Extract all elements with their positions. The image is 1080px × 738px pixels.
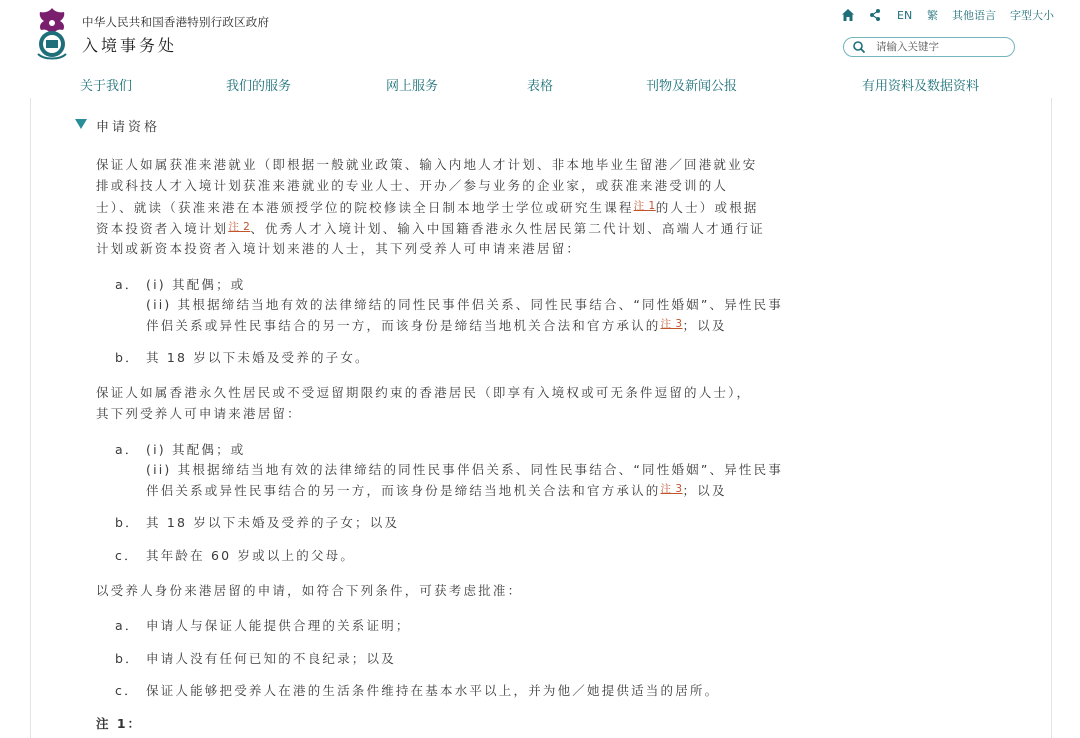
search-box[interactable] [843,37,1015,57]
department-name[interactable]: 入境事务处 [82,36,178,55]
english-link[interactable]: EN [897,9,913,22]
list3-a-text: 申请人与保证人能提供合理的关系证明； [146,618,411,633]
para2-line1: 保证人如属香港永久性居民或不受逗留期限约束的香港居民（即享有入境权或可无条件逗留的人士）， [96,385,752,400]
list3-b-label: b． [115,651,140,666]
list2-a-label: a． [115,442,140,457]
nav-useful-info-statistics[interactable]: 有用资料及数据资料 [862,79,980,94]
list3-c-text: 保证人能够把受养人在港的生活条件维持在基本水平以上，并为他／她提供适当的居所。 [146,683,720,698]
footnote-1-title: 注 1： [96,716,143,731]
list2-a-ii-line1: (ii) 其根据缔结当地有效的法律缔结的同性民事伴侣关系、同性民事结合、“同性婚姻”、异性民事 [146,462,784,477]
list2-b-label: b． [115,515,140,530]
hk-emblem-logo[interactable] [30,6,74,60]
note-3-link[interactable]: 注 3 [660,483,683,495]
list1-a-ii-line2-a: 伴侣关系或异性民事结合的另一方，而该身份是缔结当地机关合法和官方承认的 [146,318,661,333]
para1-line4-b: 、优秀人才入境计划、输入中国籍香港永久性居民第二代计划、高端人才通行证 [250,221,765,236]
list1-b-label: b． [115,350,140,365]
para1-line3-a: 士）、就读（获准来港在本港颁授学位的院校修读全日制本地学士学位或研究生课程 [96,200,634,215]
list1-a-ii-line2-b: ；以及 [682,318,727,333]
search-icon[interactable] [852,40,866,54]
list1-a-i: (i) 其配偶；或 [146,277,246,292]
list2-c-text: 其年龄在 60 岁或以上的父母。 [146,548,356,563]
para2-line2: 其下列受养人可申请来港居留： [96,406,302,421]
font-size-link[interactable]: 字型大小 [1010,9,1054,22]
other-languages-link[interactable]: 其他语言 [952,9,996,22]
para1-line3 [96,196,759,218]
note-2-link[interactable]: 注 2 [228,221,251,233]
note-1-link[interactable]: 注 1 [633,200,656,212]
traditional-chinese-link[interactable]: 繁 [927,9,938,22]
list1-a-label: a． [115,277,140,292]
triangle-down-icon[interactable] [75,119,87,129]
para1-line4-a: 资本投资者入境计划 [96,221,229,236]
share-icon[interactable] [869,8,881,24]
list2-a-ii-line2-b: ；以及 [682,483,727,498]
list1-b-text: 其 18 岁以下未婚及受养的子女。 [146,350,370,365]
section-title: 申请资格 [96,120,161,135]
list2-a-ii-line2 [146,479,727,501]
nav-about-us[interactable]: 关于我们 [80,79,133,94]
list1-a-ii-line2 [146,314,727,336]
list1-a-ii-line1: (ii) 其根据缔结当地有效的法律缔结的同性民事伴侣关系、同性民事结合、“同性婚姻”、异性民事 [146,297,784,312]
nav-our-services[interactable]: 我们的服务 [226,79,292,94]
list2-a-i: (i) 其配偶；或 [146,442,246,457]
note-3-link[interactable]: 注 3 [660,318,683,330]
main-nav [0,75,1080,95]
government-name: 中华人民共和国香港特别行政区政府 [82,15,270,29]
list3-c-label: c． [115,683,139,698]
site-header [0,0,1080,100]
home-icon[interactable] [841,8,855,24]
nav-publications-press[interactable]: 刊物及新闻公报 [646,79,738,94]
para1-line3-b: 的人士）或根据 [655,200,759,215]
list2-a-ii-line2-a: 伴侣关系或异性民事结合的另一方，而该身份是缔结当地机关合法和官方承认的 [146,483,661,498]
list2-c-label: c． [115,548,139,563]
para1-line4 [96,217,765,239]
para1-line1: 保证人如属获准来港就业（即根据一般就业政策、输入内地人才计划、非本地毕业生留港／回港就业安 [96,157,758,172]
list3-b-text: 申请人没有任何已知的不良纪录；以及 [146,651,396,666]
para1-line2: 排或科技人才入境计划获准来港就业的专业人士、开办／参与业务的企业家，或获准来港受训的人 [96,178,729,193]
nav-online-services[interactable]: 网上服务 [386,79,439,94]
para1-line5: 计划或新资本投资者入境计划来港的人士，其下列受养人可申请来港居留： [96,241,582,256]
search-input[interactable] [876,39,1006,55]
para3: 以受养人身份来港居留的申请，如符合下列条件，可获考虑批准： [96,583,523,598]
nav-forms[interactable]: 表格 [527,79,554,94]
list3-a-label: a． [115,618,140,633]
list2-b-text: 其 18 岁以下未婚及受养的子女；以及 [146,515,400,530]
